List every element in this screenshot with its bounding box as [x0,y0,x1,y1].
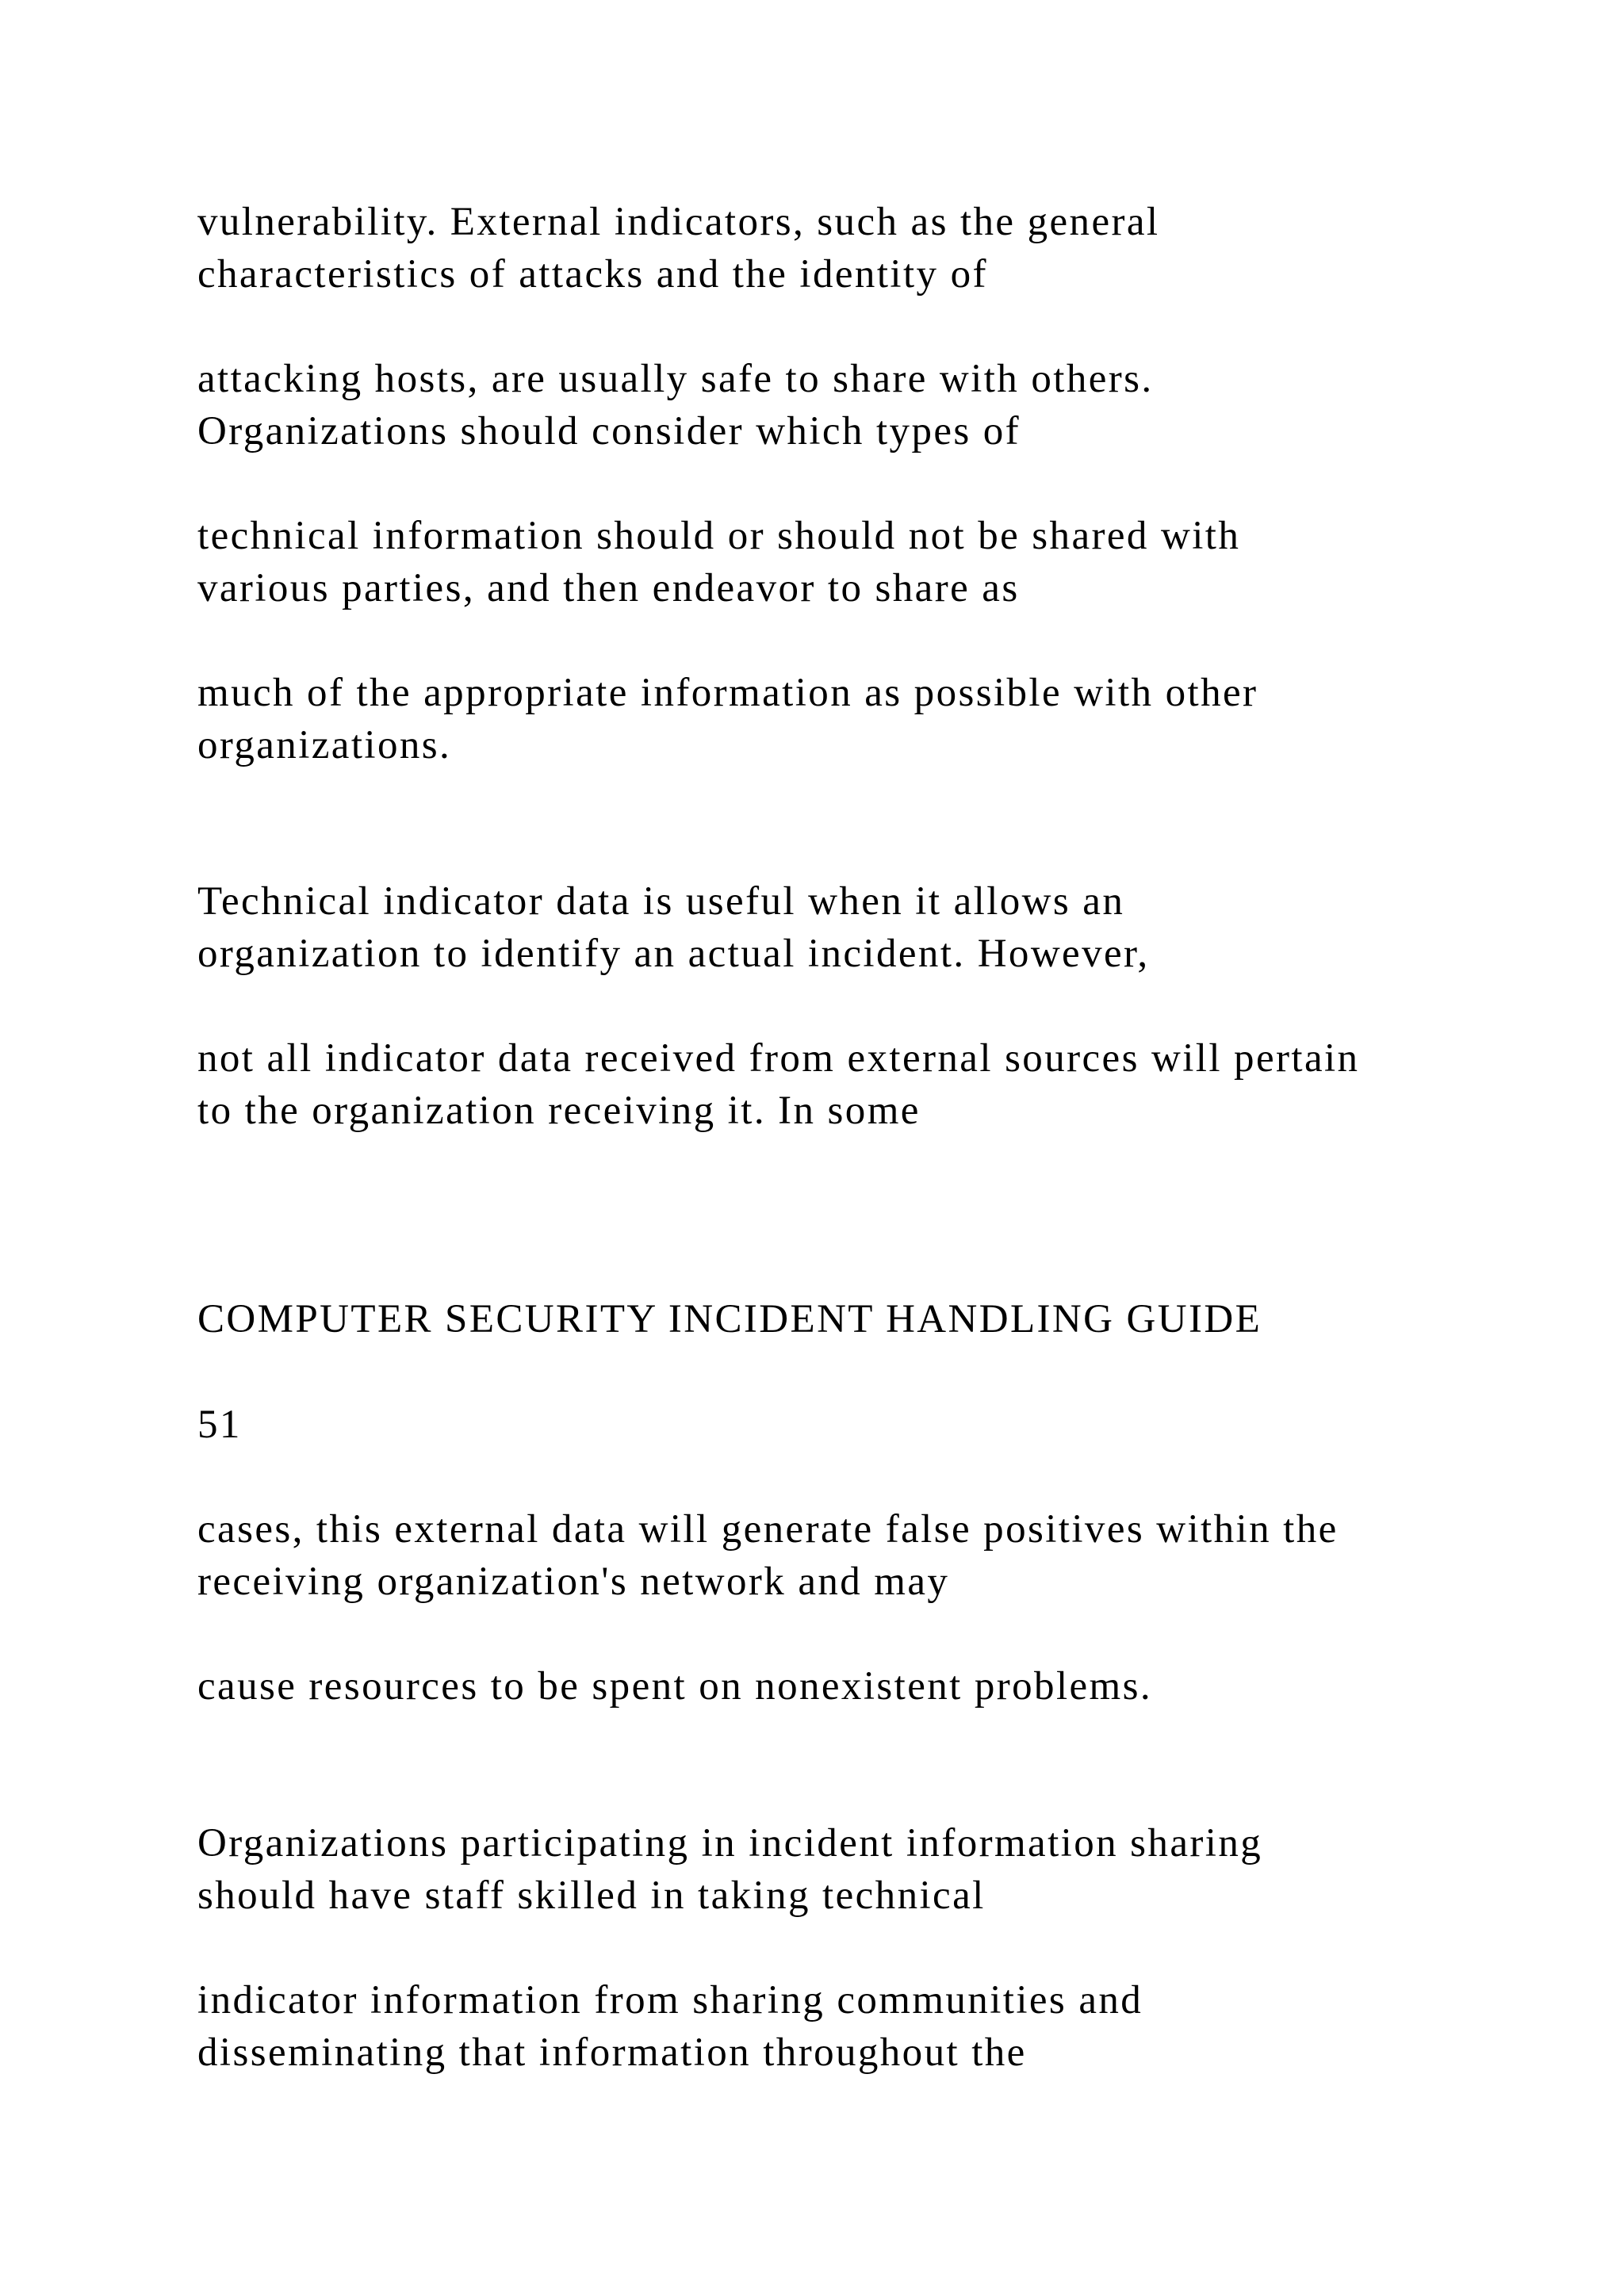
paragraph-line: Technical indicator data is useful when it allows an [197,879,1125,924]
running-header: COMPUTER SECURITY INCIDENT HANDLING GUIDE [197,1297,1262,1341]
paragraph-line: organizations. [197,723,452,767]
paragraph-line: vulnerability. External indicators, such as the general [197,200,1160,244]
paragraph-line: Organizations participating in incident information sharing [197,1821,1263,1866]
paragraph-line: Organizations should consider which types of [197,409,1021,453]
paragraph-line: cases, this external data will generate false positives within the [197,1507,1339,1552]
paragraph-line: not all indicator data received from external sources will pertain [197,1036,1360,1081]
paragraph-line: disseminating that information throughout the [197,2030,1027,2075]
paragraph-line: should have staff skilled in taking technical [197,1873,986,1918]
paragraph-line: to the organization receiving it. In some [197,1089,921,1133]
paragraph-line: technical information should or should not be shared with [197,514,1241,558]
paragraph-line: cause resources to be spent on nonexistent problems. [197,1664,1153,1709]
paragraph-line: various parties, and then endeavor to share as [197,566,1020,610]
paragraph-line: indicator information from sharing communities and [197,1978,1143,2022]
paragraph-line: characteristics of attacks and the identity of [197,252,988,297]
paragraph-line: attacking hosts, are usually safe to share with others. [197,357,1154,401]
paragraph-line: much of the appropriate information as possible with other [197,671,1258,715]
page-number: 51 [197,1402,242,1447]
paragraph-line: organization to identify an actual incident. However, [197,932,1150,976]
paragraph-line: receiving organization's network and may [197,1559,950,1604]
